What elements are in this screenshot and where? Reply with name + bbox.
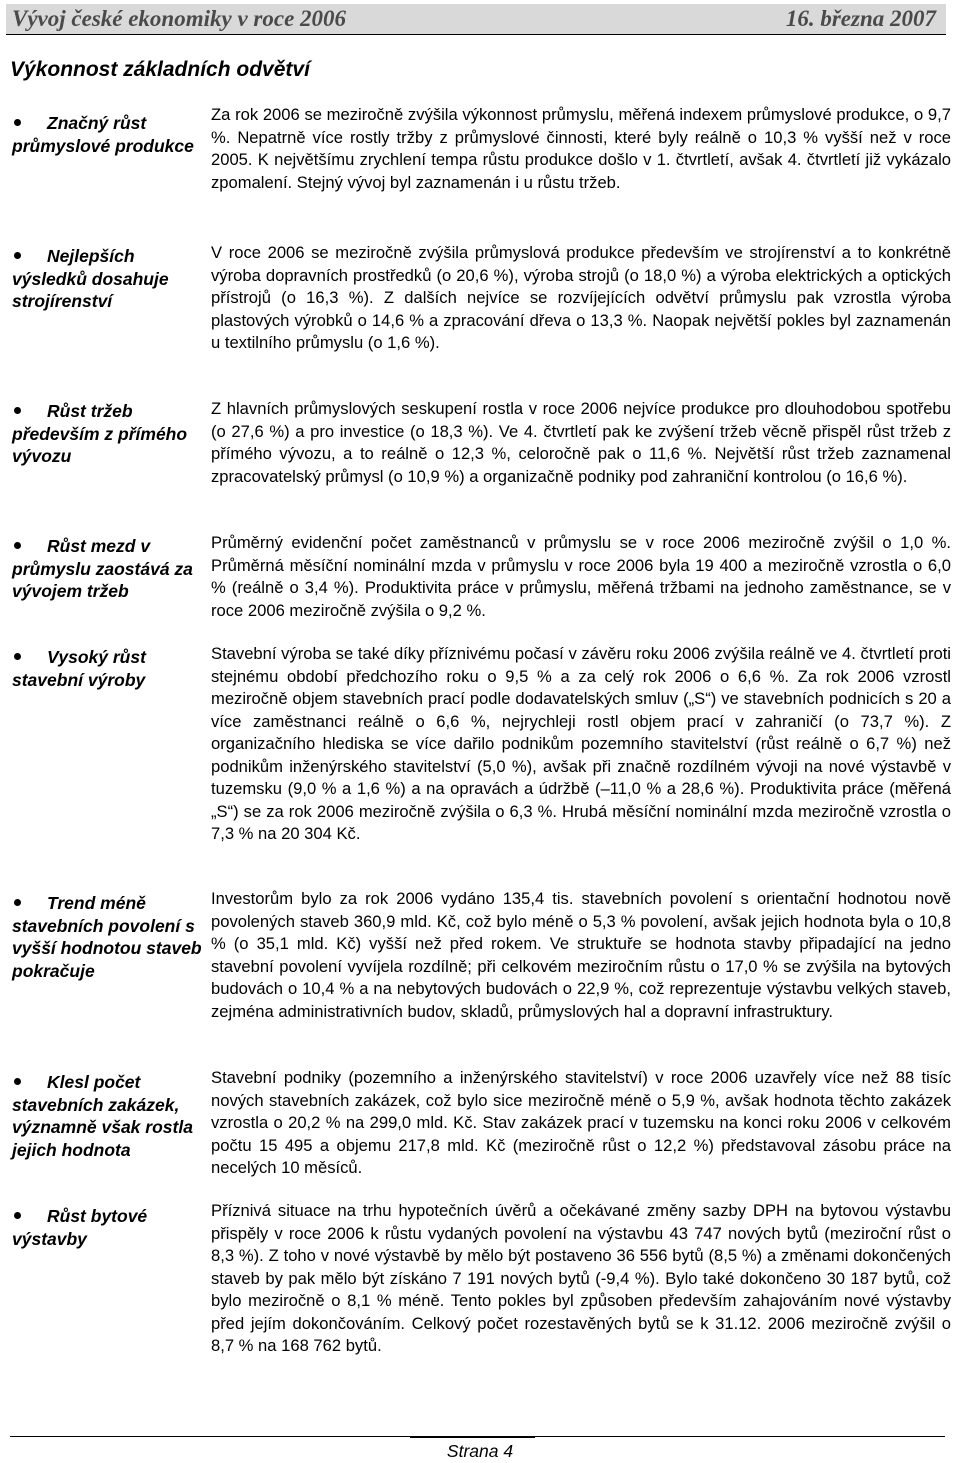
running-header (6, 4, 946, 35)
margin-note-text: Značný růst průmyslové produkce (12, 113, 194, 156)
bullet-icon (14, 252, 21, 259)
body-paragraph: V roce 2006 se meziročně zvýšila průmyslová produkce především ve strojírenství a to konkrétně výroba dopravních prostředků (o 20,6 %), výroba strojů (o 18,0 %) a výroba elektrických a optických přístrojů (o 16,3 %). Z dalších nejvíce se rozvíjejících odvětví průmyslu pak vzrostla výroba plastových výrobků o 14,6 % a zpracování dřeva o 13,3 %. Naopak největší pokles byl zaznamenán u textilního průmyslu (o 1,6 %). (211, 243, 951, 352)
margin-note (12, 535, 202, 603)
body-paragraph: Průměrný evidenční počet zaměstnanců v průmyslu se v roce 2006 meziročně zvýšil o 1,0 %. Průměrná měsíční nominální mzda v průmyslu v roce 2006 byla 19 400 a meziročně vzrostla o 6,0 % (reálně o 3,4 %). Produktivita práce v průmyslu, měřená tržbami na jednoho zaměstnance, se v roce 2006 meziročně zvýšila o 9,2 %. (211, 533, 951, 620)
margin-note-text: Trend méně stavebních povolení s vyšší hodnotou staveb pokračuje (12, 893, 202, 981)
body-paragraph: Stavební podniky (pozemního a inženýrského stavitelství) v roce 2006 uzavřely více než 88 tisíc nových stavebních zakázek, což bylo sice meziročně méně o 5,9 %, avšak hodnota těchto zakázek vzrostla o 20,2 % na 299,0 mld. Kč. Stav zakázek prací v tuzemsku na konci roku 2006 v celkovém počtu 15 495 a objemu 217,8 mld. Kč (meziročně růst o 12,2 %) představoval zásobu práce na necelých 10 měsíců. (211, 1068, 951, 1177)
margin-note-text: Růst bytové výstavby (12, 1206, 148, 1249)
body-paragraph: Z hlavních průmyslových seskupení rostla v roce 2006 nejvíce produkce pro dlouhodobou spotřebu (o 27,6 %) a pro investice (o 18,3 %). Ve 4. čtvrtletí pak ke zvýšení tržeb věcně přispěl růst tržeb z přímého vývozu, a to reálně o 12,3 %, celoročně pak o 11,6 %. Největší růst tržeb zaznamenal zpracovatelský průmysl (o 10,9 %) a organizačně podniky pod zahraniční kontrolou (o 16,6 %). (211, 399, 951, 486)
margin-note (12, 1205, 202, 1250)
margin-note (12, 245, 202, 313)
header-date: 16. března 2007 (785, 6, 936, 31)
footer-rule-accent (410, 1436, 535, 1438)
body-paragraph: Za rok 2006 se meziročně zvýšila výkonnost průmyslu, měřená indexem průmyslové produkce, o 9,7 %. Nepatrně více rostly tržby z průmyslové činnosti, které byly reálně o 10,3 % vyšší než v roce 2005. K největšímu zrychlení tempa růstu produkce došlo v 1. čtvrtletí, avšak 4. čtvrtletí již vykázalo zpomalení. Stejný vývoj byl zaznamenán i u růstu tržeb. (211, 105, 951, 192)
header-title: Vývoj české ekonomiky v roce 2006 (12, 6, 347, 31)
margin-note-text: Nejlepších výsledků dosahuje strojírenství (12, 246, 169, 311)
bullet-icon (14, 1212, 21, 1219)
body-paragraph: Příznivá situace na trhu hypotečních úvěrů a očekávané změny sazby DPH na bytovou výstavbu přispěly v roce 2006 k růstu vydaných povolení na výstavbu 43 747 nových bytů (meziroční růst o 8,3 %). Z toho v nové výstavbě by mělo být postaveno 36 556 bytů (8,5 %) a změnami dokončených staveb by pak mělo být získáno 7 191 nových bytů (-9,4 %). Bylo také dokončeno 30 187 bytů, což bylo meziročně o 8,1 % méně. Tento pokles byl způsoben především zahajováním nové výstavby před jejím dokončováním. Celkový počet rozestavěných bytů se k 31.12. 2006 meziročně zvýšil o 8,7 % na 168 762 bytů. (211, 1201, 951, 1355)
section-title: Výkonnost základních odvětví (10, 58, 310, 81)
page-number: Strana 4 (446, 1441, 514, 1461)
margin-note-text: Vysoký růst stavební výroby (12, 647, 146, 690)
body-paragraph: Stavební výroba se také díky příznivému počasí v závěru roku 2006 zvýšila reálně ve 4. čtvrtletí proti stejnému období předchozího roku o 9,5 % a za celý rok 2006 o 6,6 %. Za rok 2006 vzrostl meziročně objem stavebních prací podle dodavatelských smluv („S“) ve stavebních podnicích s 20 a více zaměstnanci reálně o 6,6 %, nejrychleji rostl objem prací v zahraničí (o 73,7 %). Z organizačního hlediska se více dařilo podnikům pozemního stavitelství (růst reálně o 6,7 %) než podnikům inženýrského stavitelství (5,0 %), avšak při značně rozdílném vývoji na nové výstavbě v tuzemsku (9,0 % a 1,6 %) a na opravách a údržbě (–11,0 % a 28,6 %). Produktivita práce (měřená „S“) se za rok 2006 meziročně zvýšila o 6,3 %. Hrubá měsíční nominální mzda meziročně vzrostla o 7,3 % na 20 304 Kč. (211, 644, 951, 843)
footer-rule (10, 1436, 945, 1437)
bullet-icon (14, 899, 21, 906)
margin-note (12, 646, 202, 691)
bullet-icon (14, 1078, 21, 1085)
body-paragraph: Investorům bylo za rok 2006 vydáno 135,4 tis. stavebních povolení s orientační hodnotou nově povolených staveb 360,9 mld. Kč, což bylo méně o 5,3 % povolení, avšak jejich hodnota byla o 10,8 % (o 35,1 mld. Kč) vyšší než před rokem. Ve struktuře se hodnota stavby připadající na jedno stavební povolení vyvíjela rozdílně; při celkovém meziročním růstu o 17,0 % se zvýšila na bytových budovách o 10,4 % a na nebytových budovách o 22,9 %, což reprezentuje výstavbu velkých staveb, zejména administrativních budov, skladů, průmyslových hal a dopravní infrastruktury. (211, 889, 951, 1021)
margin-note-text: Klesl počet stavebních zakázek, významně však rostla jejich hodnota (12, 1072, 193, 1160)
bullet-icon (14, 542, 21, 549)
bullet-icon (14, 119, 21, 126)
bullet-icon (14, 653, 21, 660)
margin-note-text: Růst mezd v průmyslu zaostává za vývojem tržeb (12, 536, 193, 601)
margin-note (12, 400, 202, 468)
bullet-icon (14, 407, 21, 414)
margin-note-text: Růst tržeb především z přímého vývozu (12, 401, 188, 466)
margin-note (12, 112, 202, 157)
margin-note (12, 1071, 202, 1161)
margin-note (12, 892, 202, 982)
